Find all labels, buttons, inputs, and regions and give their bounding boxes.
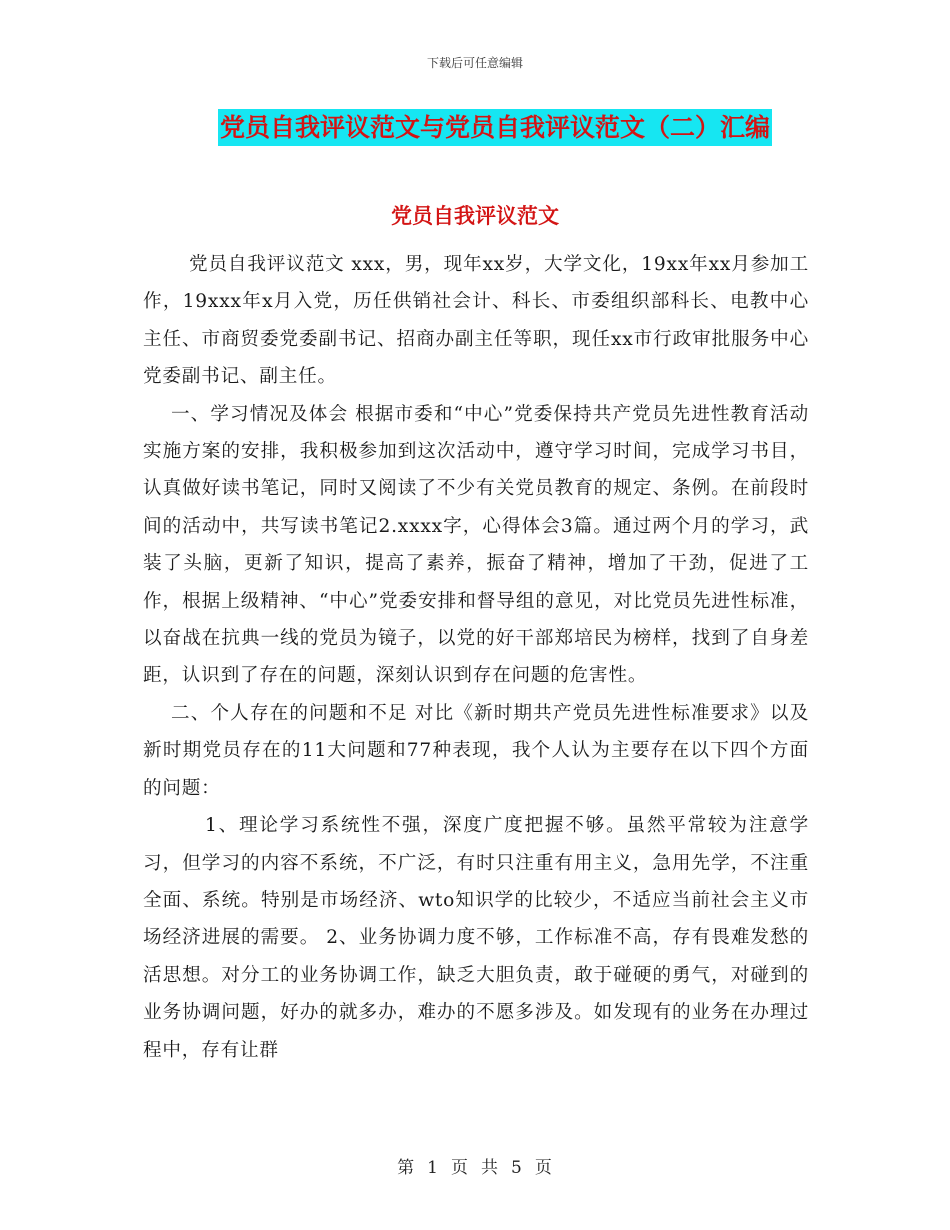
document-body <box>143 246 809 1069</box>
footer-total-word: 共 <box>481 1158 499 1178</box>
paragraph-issues-list: 1、理论学习系统性不强，深度广度把握不够。虽然平常较为注意学习，但学习的内容不系统，不广泛，有时只注重有用主义，急用先学，不注重全面、系统。特别是市场经济、wto知识学的比较少，不适应当前社会主义市场经济进展的需要。 2、业务协调力度不够，工作标准不高，存有畏难发愁的活思想。对分工的业务协调工作，缺乏大胆负责，敢于碰硬的勇气，对碰到的业务协调问题，好办的就多办，难办的不愿多涉及。如发现有的业务在办理过程中，存有让群 <box>143 815 809 1061</box>
section-title: 党员自我评议范文 <box>391 204 559 228</box>
document-title-text: 党员自我评议范文与党员自我评议范文（二）汇编 <box>218 109 772 146</box>
footer-page-number: 1 <box>427 1158 439 1178</box>
paragraph-study: 一、学习情况及体会 根据市委和“中心”党委保持共产党员先进性教育活动实施方案的安排，我积极参加到这次活动中，遵守学习时间，完成学习书目，认真做好读书笔记，同时又阅读了不少有关党员教育的规定、条例。在前段时间的活动中，共写读书笔记2.xxxx字，心得体会3篇。通过两个月的学习，武装了头脑，更新了知识，提高了素养，振奋了精神，增加了干劲，促进了工作，根据上级精神、“中心”党委安排和督导组的意见，对比党员先进性标准，以奋战在抗典一线的党员为镜子，以党的好干部郑培民为榜样，找到了自身差距，认识到了存在的问题，深刻认识到存在问题的危害性。 <box>143 403 809 687</box>
page-footer <box>0 1153 950 1178</box>
paragraph-problems: 二、个人存在的问题和不足 对比《新时期共产党员先进性标准要求》以及新时期党员存在的11大问题和77种表现，我个人认为主要存在以下四个方面的问题： <box>143 702 809 799</box>
header-note: 下载后可任意编辑 <box>426 56 523 70</box>
document-title <box>0 108 950 144</box>
footer-suffix: 页 <box>534 1158 553 1178</box>
footer-page-word: 页 <box>451 1158 469 1178</box>
paragraph-intro: 党员自我评议范文 xxx，男，现年xx岁，大学文化，19xx年xx月参加工作，19xxx年x月入党，历任供销社会计、科长、市委组织部科长、电教中心主任、市商贸委党委副书记、招商办副主任等职，现任xx市行政审批服务中心党委副书记、副主任。 <box>143 254 809 388</box>
footer-total-pages: 5 <box>511 1158 523 1178</box>
footer-prefix: 第 <box>397 1158 416 1178</box>
